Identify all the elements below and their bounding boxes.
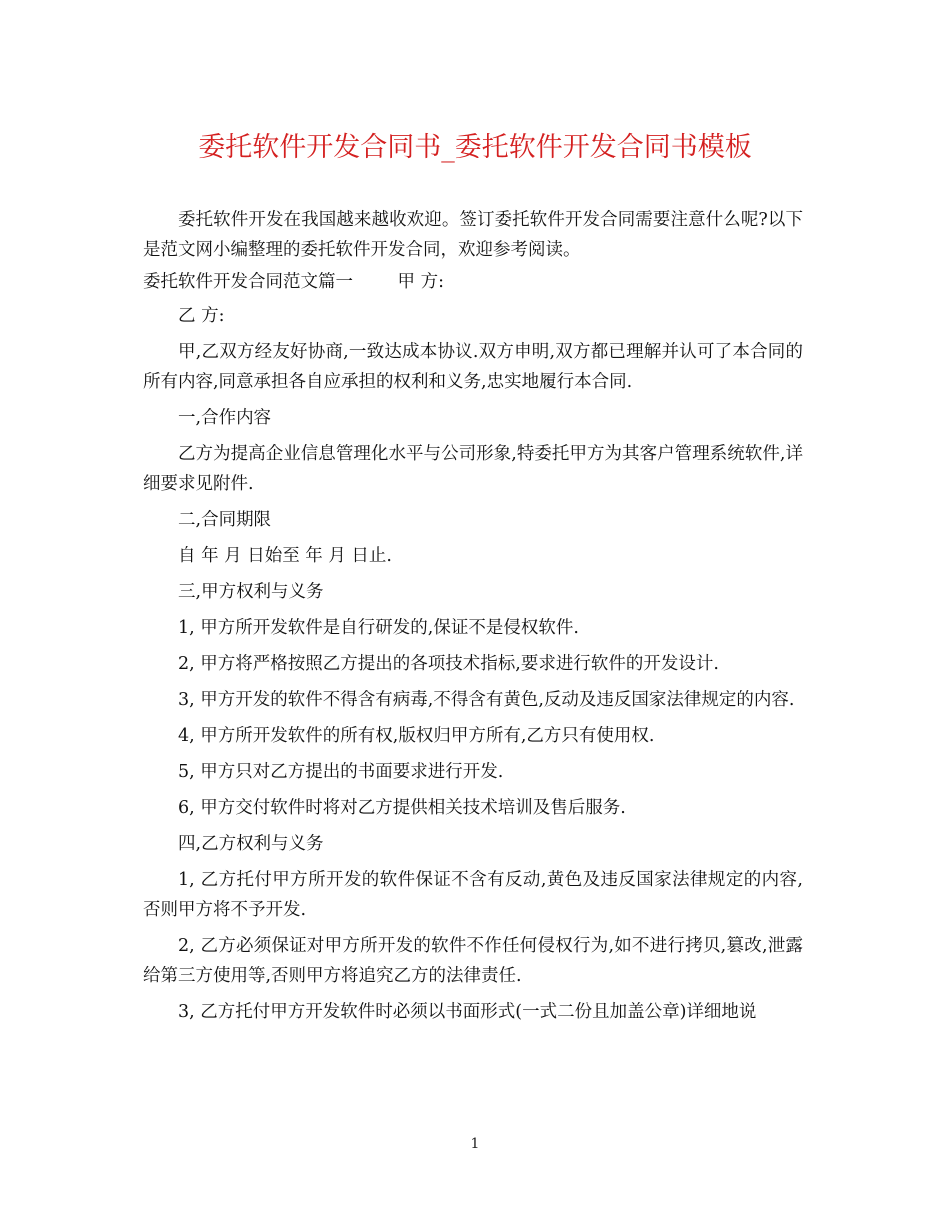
section-3-item: 5, 甲方只对乙方提出的书面要求进行开发. <box>178 762 504 782</box>
section-4-title: 四,乙方权利与义务 <box>178 834 324 854</box>
section-1-text: 乙方为提高企业信息管理化水平与公司形象,特委托甲方为其客户管理系统软件,详细要求见附件. <box>143 444 803 494</box>
section-3-title: 三,甲方权利与义务 <box>178 582 324 602</box>
intro-paragraph: 委托软件开发在我国越来越收欢迎。签订委托软件开发合同需要注意什么呢?以下是范文网小编整理的委托软件开发合同，欢迎参考阅读。 <box>143 210 803 260</box>
section-3-item: 1, 甲方所开发软件是自行研发的,保证不是侵权软件. <box>178 618 579 638</box>
section-2-text: 自 年 月 日始至 年 月 日止. <box>178 546 392 566</box>
document-body <box>143 205 803 1033</box>
section-4-item: 2, 乙方必须保证对甲方所开发的软件不作任何侵权行为,如不进行拷贝,篡改,泄露给第三方使用等,否则甲方将追究乙方的法律责任. <box>143 936 803 986</box>
section-3-item: 2, 甲方将严格按照乙方提出的各项技术指标,要求进行软件的开发设计. <box>178 654 719 674</box>
section-1-title: 一,合作内容 <box>178 408 272 428</box>
page-number: 1 <box>470 1136 480 1152</box>
section-3-item: 3, 甲方开发的软件不得含有病毒,不得含有黄色,反动及违反国家法律规定的内容. <box>178 690 795 710</box>
section-2-title: 二,合同期限 <box>178 510 272 530</box>
section-4-item: 1, 乙方托付甲方所开发的软件保证不含有反动,黄色及违反国家法律规定的内容,否则甲方将不予开发. <box>143 870 803 920</box>
party-a-label: 甲 方: <box>397 272 444 292</box>
preamble-paragraph: 甲,乙双方经友好协商,一致达成本协议.双方申明,双方都已理解并认可了本合同的所有内容,同意承担各自应承担的权利和义务,忠实地履行本合同. <box>143 342 803 392</box>
party-b-label: 乙 方: <box>178 306 225 326</box>
section-4-item: 3, 乙方托付甲方开发软件时必须以书面形式(一式二份且加盖公章)详细地说 <box>178 1002 757 1022</box>
section-3-item: 4, 甲方所开发软件的所有权,版权归甲方所有,乙方只有使用权. <box>178 726 655 746</box>
section-3-item: 6, 甲方交付软件时将对乙方提供相关技术培训及售后服务. <box>178 798 626 818</box>
sample-heading: 委托软件开发合同范文篇一 <box>143 272 353 292</box>
sample-heading-line <box>143 267 803 297</box>
document-title: 委托软件开发合同书_委托软件开发合同书模板 <box>198 132 752 163</box>
